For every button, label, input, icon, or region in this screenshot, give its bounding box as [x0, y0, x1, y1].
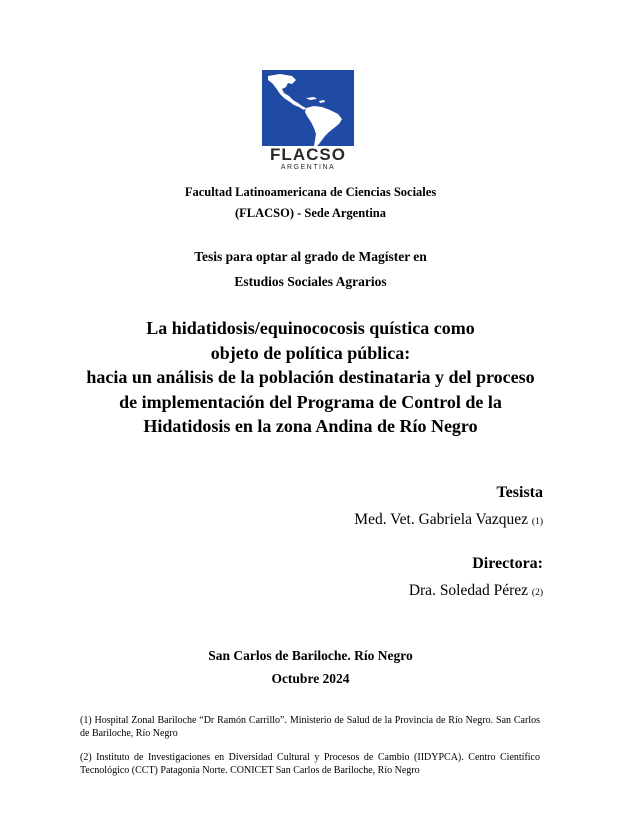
flacso-logo [262, 70, 354, 146]
directora-ref: (2) [531, 588, 543, 598]
tesista-label: Tesista [496, 484, 543, 501]
degree-line-1: Tesis para optar al grado de Magíster en [194, 249, 427, 264]
degree-line-2: Estudios Sociales Agrarios [234, 274, 387, 289]
title-line-2: objeto de política pública: [210, 342, 411, 363]
title-line-1: La hidatidosis/equinococosis quística como [146, 318, 475, 338]
tesista-name: Med. Vet. Gabriela Vazquez [354, 511, 529, 528]
directora-label: Directora: [472, 555, 543, 572]
institution-line-1: Facultad Latinoamericana de Ciencias Sociales [184, 185, 437, 199]
place-date: Octubre 2024 [271, 671, 350, 686]
directora-name: Dra. Soledad Pérez [408, 582, 529, 599]
institution-block [0, 182, 621, 224]
tesista-name-line [354, 511, 543, 529]
title-line-5: Hidatidosis en la zona Andina de Río Negro [143, 416, 478, 436]
place-date-block [0, 644, 621, 690]
thesis-title [0, 316, 621, 439]
degree-block [0, 244, 621, 294]
footnote-1: (1) Hospital Zonal Bariloche “Dr Ramón Carrillo”. Ministerio de Salud de la Provincia de Río Negro. San Carlos de Bariloche, Río Negro [80, 715, 540, 739]
directora-name-line [409, 582, 543, 600]
logo-subtitle: ARGENTINA [280, 164, 336, 171]
logo-wordmark [240, 146, 376, 172]
institution-line-2: (FLACSO) - Sede Argentina [234, 206, 387, 220]
title-line-3: hacia un análisis de la población destinataria y del proceso [86, 367, 535, 387]
title-line-4: de implementación del Programa de Control de la [119, 391, 502, 412]
logo-name: FLACSO [270, 145, 346, 164]
tesista-ref: (1) [531, 517, 543, 527]
footnote-2: (2) Instituto de Investigaciones en Diversidad Cultural y Procesos de Cambio (IIDYPCA). Centro Científico Tecnológico (CCT) Patagonia Norte. CONICET San Carlos de Bariloche, Río Negro [80, 752, 540, 776]
americas-map-icon [262, 70, 354, 146]
place-city: San Carlos de Bariloche. Río Negro [208, 648, 413, 663]
